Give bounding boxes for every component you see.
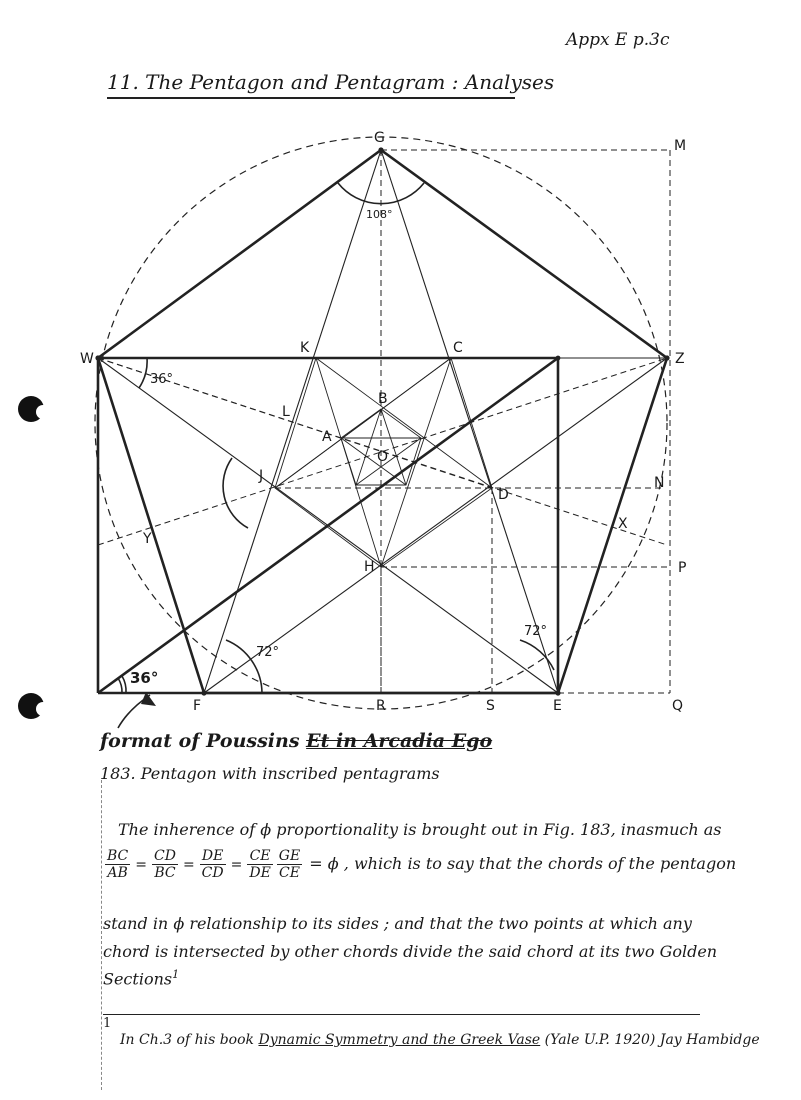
- fraction-1: $\frac{BC}{AB}$: [107, 848, 129, 881]
- footnote-rule: [103, 1014, 700, 1015]
- label-W: W: [80, 351, 94, 367]
- label-A: A: [322, 429, 332, 445]
- body-line-2: $\frac{BC}{AB}$ = $\frac{CD}{BC}$ = $\frac{DE}{CD}$ = $\frac{CE}{DE}$ $\frac{GE}{CE}$ = ϕ , which is to say that the chords of the pentagon: [107, 848, 737, 881]
- body-line-4: chord is intersected by other chords divide the said chord at its two Golden: [103, 942, 718, 961]
- fraction-5: $\frac{GE}{CE}$: [278, 848, 301, 881]
- label-L: L: [282, 404, 290, 420]
- angle-label-bottom-right: 72°: [524, 624, 548, 639]
- format-note-lead: format of Poussins: [100, 730, 300, 752]
- label-R: R: [376, 698, 386, 714]
- label-D: D: [498, 487, 509, 503]
- angle-label-corner: 36°: [130, 669, 159, 687]
- label-P: P: [678, 560, 687, 576]
- equals-phi: = ϕ ,: [309, 854, 349, 873]
- format-note: [100, 730, 492, 752]
- label-E: E: [553, 698, 562, 714]
- footnote-text: In Ch.3 of his book Dynamic Symmetry and the Greek Vase (Yale U.P. 1920) Jay Hambidge: [120, 1032, 760, 1048]
- footnote-book-title: Dynamic Symmetry and the Greek Vase: [258, 1032, 541, 1048]
- body-line-3: stand in ϕ relationship to its sides ; and that the two points at which any: [103, 914, 692, 933]
- angle-label-left: 36°: [150, 372, 174, 387]
- label-M: M: [674, 138, 687, 154]
- label-F: F: [193, 698, 202, 714]
- label-B: B: [378, 391, 388, 407]
- body-line-5: Sections$^1$: [103, 968, 180, 989]
- format-note-struck: Et in Arcadia Ego: [306, 730, 493, 752]
- label-G: G: [374, 130, 385, 146]
- label-Y: Y: [143, 531, 152, 547]
- footnote-ref: 1: [172, 968, 180, 981]
- label-C: C: [453, 340, 463, 356]
- angle-label-top: 108°: [366, 208, 393, 221]
- angle-label-bottom-left: 72°: [256, 645, 280, 660]
- margin-line: [101, 780, 102, 1090]
- label-N: N: [654, 475, 665, 491]
- outer-pentagon: [98, 150, 667, 693]
- fraction-4: $\frac{CE}{DE}$: [249, 848, 271, 881]
- label-K: K: [300, 340, 310, 356]
- body-line-2-tail: which is to say that the chords of the pentagon: [353, 854, 737, 873]
- fraction-2: $\frac{CD}{BC}$: [154, 848, 176, 881]
- label-S: S: [486, 698, 495, 714]
- label-Z: Z: [675, 351, 685, 367]
- label-Q: Q: [672, 698, 684, 714]
- label-H: H: [364, 559, 375, 575]
- page-reference: Appx E p.3c: [566, 30, 670, 50]
- pentagram-chords: [98, 150, 667, 693]
- footnote-mark: 1: [103, 1016, 112, 1031]
- body-line-1: The inherence of ϕ proportionality is brought out in Fig. 183, inasmuch as: [118, 820, 722, 839]
- label-X: X: [618, 516, 628, 532]
- label-J: J: [259, 468, 264, 484]
- section-title: 11. The Pentagon and Pentagram : Analyses: [107, 70, 555, 94]
- fraction-3: $\frac{DE}{CD}$: [201, 848, 224, 881]
- label-O: O: [377, 449, 389, 465]
- figure-caption: 183. Pentagon with inscribed pentagrams: [100, 764, 440, 783]
- angle-arcs: [118, 183, 554, 693]
